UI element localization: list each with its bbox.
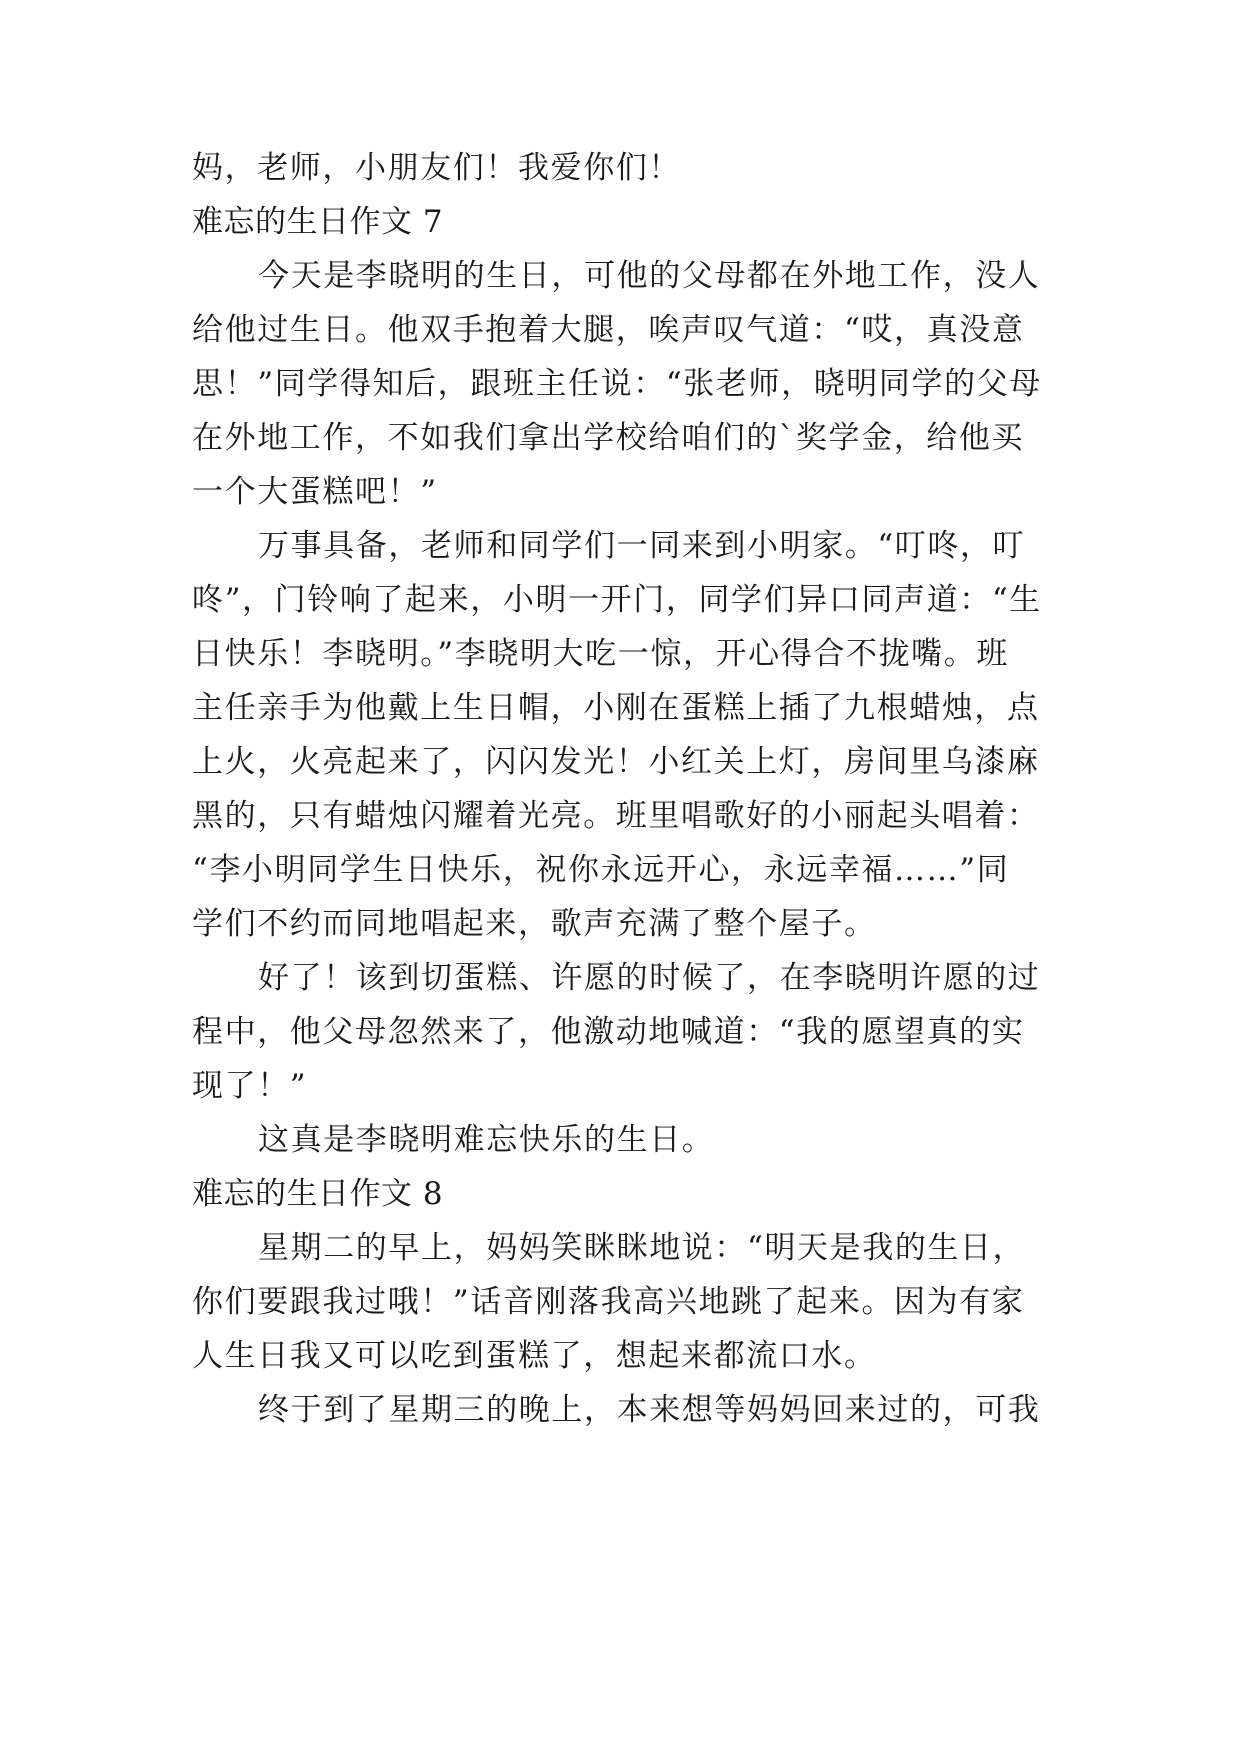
text-line: 思！”同学得知后，跟班主任说：“张老师，晓明同学的父母 bbox=[192, 366, 1042, 402]
text-line: 主任亲手为他戴上生日帽，小刚在蛋糕上插了九根蜡烛，点 bbox=[192, 690, 1040, 726]
text-line: 日快乐！李晓明。”李晓明大吃一惊，开心得合不拢嘴。班 bbox=[192, 636, 1009, 672]
paragraph-first-line: 终于到了星期三的晚上，本来想等妈妈回来过的，可我 bbox=[258, 1392, 1041, 1428]
text-line: “李小明同学生日快乐，祝你永远开心，永远幸福……”同 bbox=[192, 852, 1010, 888]
text-line: 上火，火亮起来了，闪闪发光！小红关上灯，房间里乌漆麻 bbox=[192, 744, 1040, 780]
paragraph-first-line: 万事具备，老师和同学们一同来到小明家。“叮咚，叮 bbox=[258, 528, 1026, 564]
section-heading: 难忘的生日作文 8 bbox=[192, 1176, 444, 1212]
paragraph-first-line: 好了！该到切蛋糕、许愿的时候了，在李晓明许愿的过 bbox=[258, 960, 1041, 996]
text-line: 程中，他父母忽然来了，他激动地喊道：“我的愿望真的实 bbox=[192, 1014, 1025, 1050]
text-line: 黑的，只有蜡烛闪耀着光亮。班里唱歌好的小丽起头唱着： bbox=[192, 798, 1040, 834]
text-line: 一个大蛋糕吧！” bbox=[192, 474, 438, 510]
text-line: 妈，老师，小朋友们！我爱你们！ bbox=[192, 150, 681, 186]
paragraph-first-line: 这真是李晓明难忘快乐的生日。 bbox=[258, 1122, 715, 1158]
paragraph-first-line: 今天是李晓明的生日，可他的父母都在外地工作，没人 bbox=[258, 258, 1041, 294]
text-line: 在外地工作，不如我们拿出学校给咱们的`奖学金，给他买 bbox=[192, 420, 1025, 456]
text-line: 现了！” bbox=[192, 1068, 308, 1104]
paragraph-first-line: 星期二的早上，妈妈笑眯眯地说：“明天是我的生日， bbox=[258, 1230, 1026, 1266]
text-line: 人生日我又可以吃到蛋糕了，想起来都流口水。 bbox=[192, 1338, 877, 1374]
text-line: 学们不约而同地唱起来，歌声充满了整个屋子。 bbox=[192, 906, 877, 942]
text-line: 给他过生日。他双手抱着大腿，唉声叹气道：“哎，真没意 bbox=[192, 312, 1025, 348]
text-line: 咚”，门铃响了起来，小明一开门，同学们异口同声道：“生 bbox=[192, 582, 1042, 618]
text-line: 你们要跟我过哦！”话音刚落我高兴地跳了起来。因为有家 bbox=[192, 1284, 1025, 1320]
section-heading: 难忘的生日作文 7 bbox=[192, 204, 444, 240]
